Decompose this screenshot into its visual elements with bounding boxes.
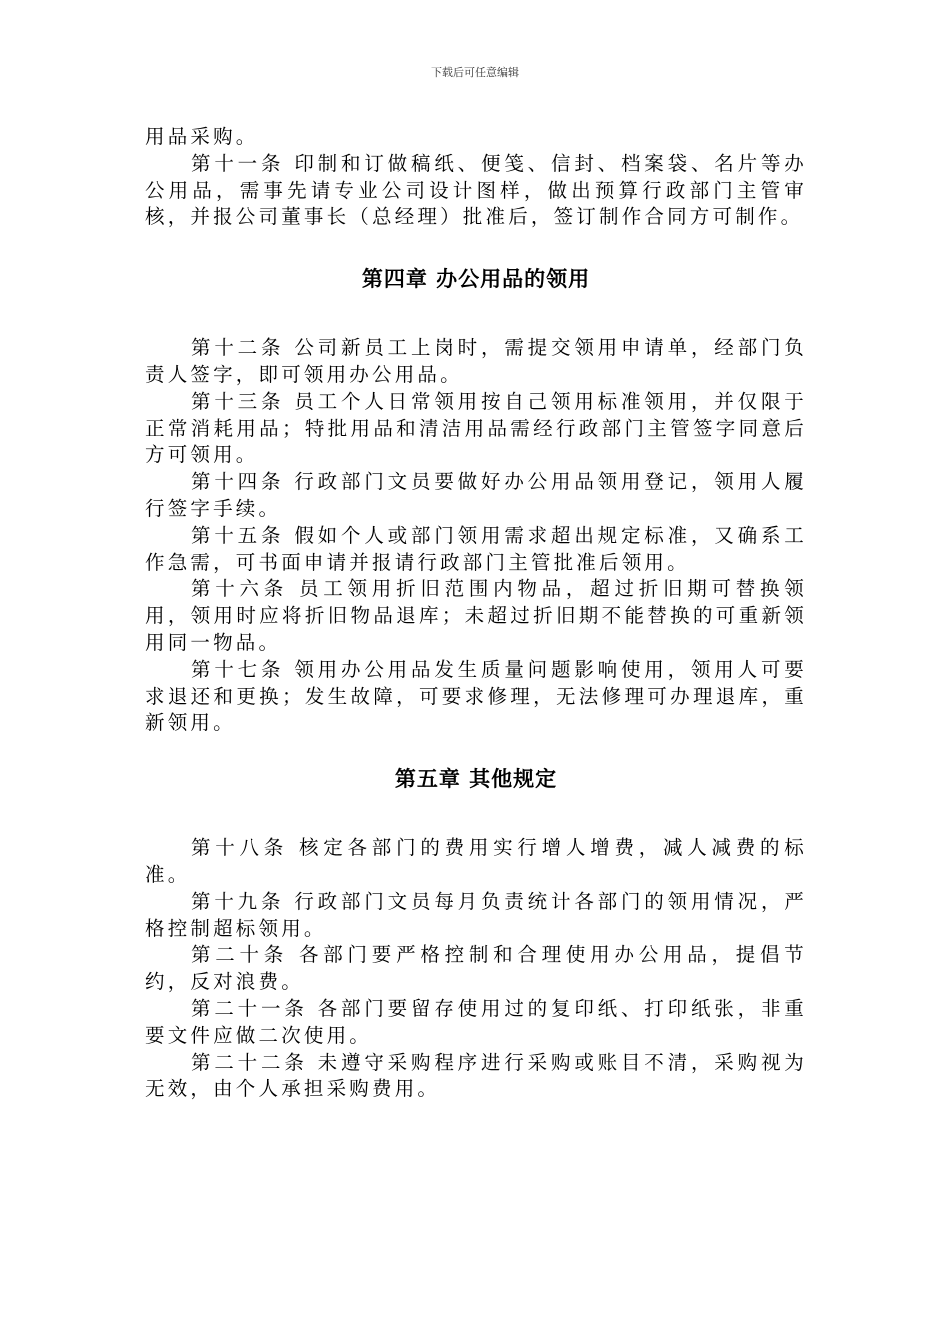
article-16: 第十六条 员工领用折旧范围内物品，超过折旧期可替换领用，领用时应将折旧物品退库；未超过折旧期不能替换的可重新领用同一物品。 — [145, 577, 807, 654]
chapter-5-title: 第五章 其他规定 — [394, 767, 558, 792]
article-19: 第十九条 行政部门文员每月负责统计各部门的领用情况，严格控制超标领用。 — [145, 889, 807, 940]
chapter-4-title: 第四章 办公用品的领用 — [361, 267, 591, 292]
article-21: 第二十一条 各部门要留存使用过的复印纸、打印纸张，非重要文件应做二次使用。 — [145, 996, 807, 1047]
article-12: 第十二条 公司新员工上岗时，需提交领用申请单，经部门负责人签字，即可领用办公用品。 — [145, 336, 807, 386]
article-14: 第十四条 行政部门文员要做好办公用品领用登记，领用人履行签字手续。 — [145, 470, 807, 520]
article-11: 第十一条 印制和订做稿纸、便笺、信封、档案袋、名片等办公用品，需事先请专业公司设计图样，做出预算行政部门主管审核，并报公司董事长（总经理）批准后，签订制作合同方可制作。 — [145, 151, 807, 229]
article-22: 第二十二条 未遵守采购程序进行采购或账目不清，采购视为无效，由个人承担采购费用。 — [145, 1050, 807, 1101]
article-13: 第十三条 员工个人日常领用按自己领用标准领用，并仅限于正常消耗用品；特批用品和清洁用品需经行政部门主管签字同意后方可领用。 — [145, 389, 807, 467]
article-17: 第十七条 领用办公用品发生质量问题影响使用，领用人可要求退还和更换；发生故障，可要求修理，无法修理可办理退库，重新领用。 — [145, 657, 807, 735]
article-20: 第二十条 各部门要严格控制和合理使用办公用品，提倡节约，反对浪费。 — [145, 943, 807, 994]
paragraph-continuation: 用品采购。 — [145, 125, 259, 148]
article-18: 第十八条 核定各部门的费用实行增人增费，减人减费的标准。 — [145, 836, 807, 886]
article-15: 第十五条 假如个人或部门领用需求超出规定标准，又确系工作急需，可书面申请并报请行政部门主管批准后领用。 — [145, 523, 807, 574]
document-body — [145, 124, 807, 1103]
page-header: 下载后可任意编辑 — [431, 66, 519, 79]
